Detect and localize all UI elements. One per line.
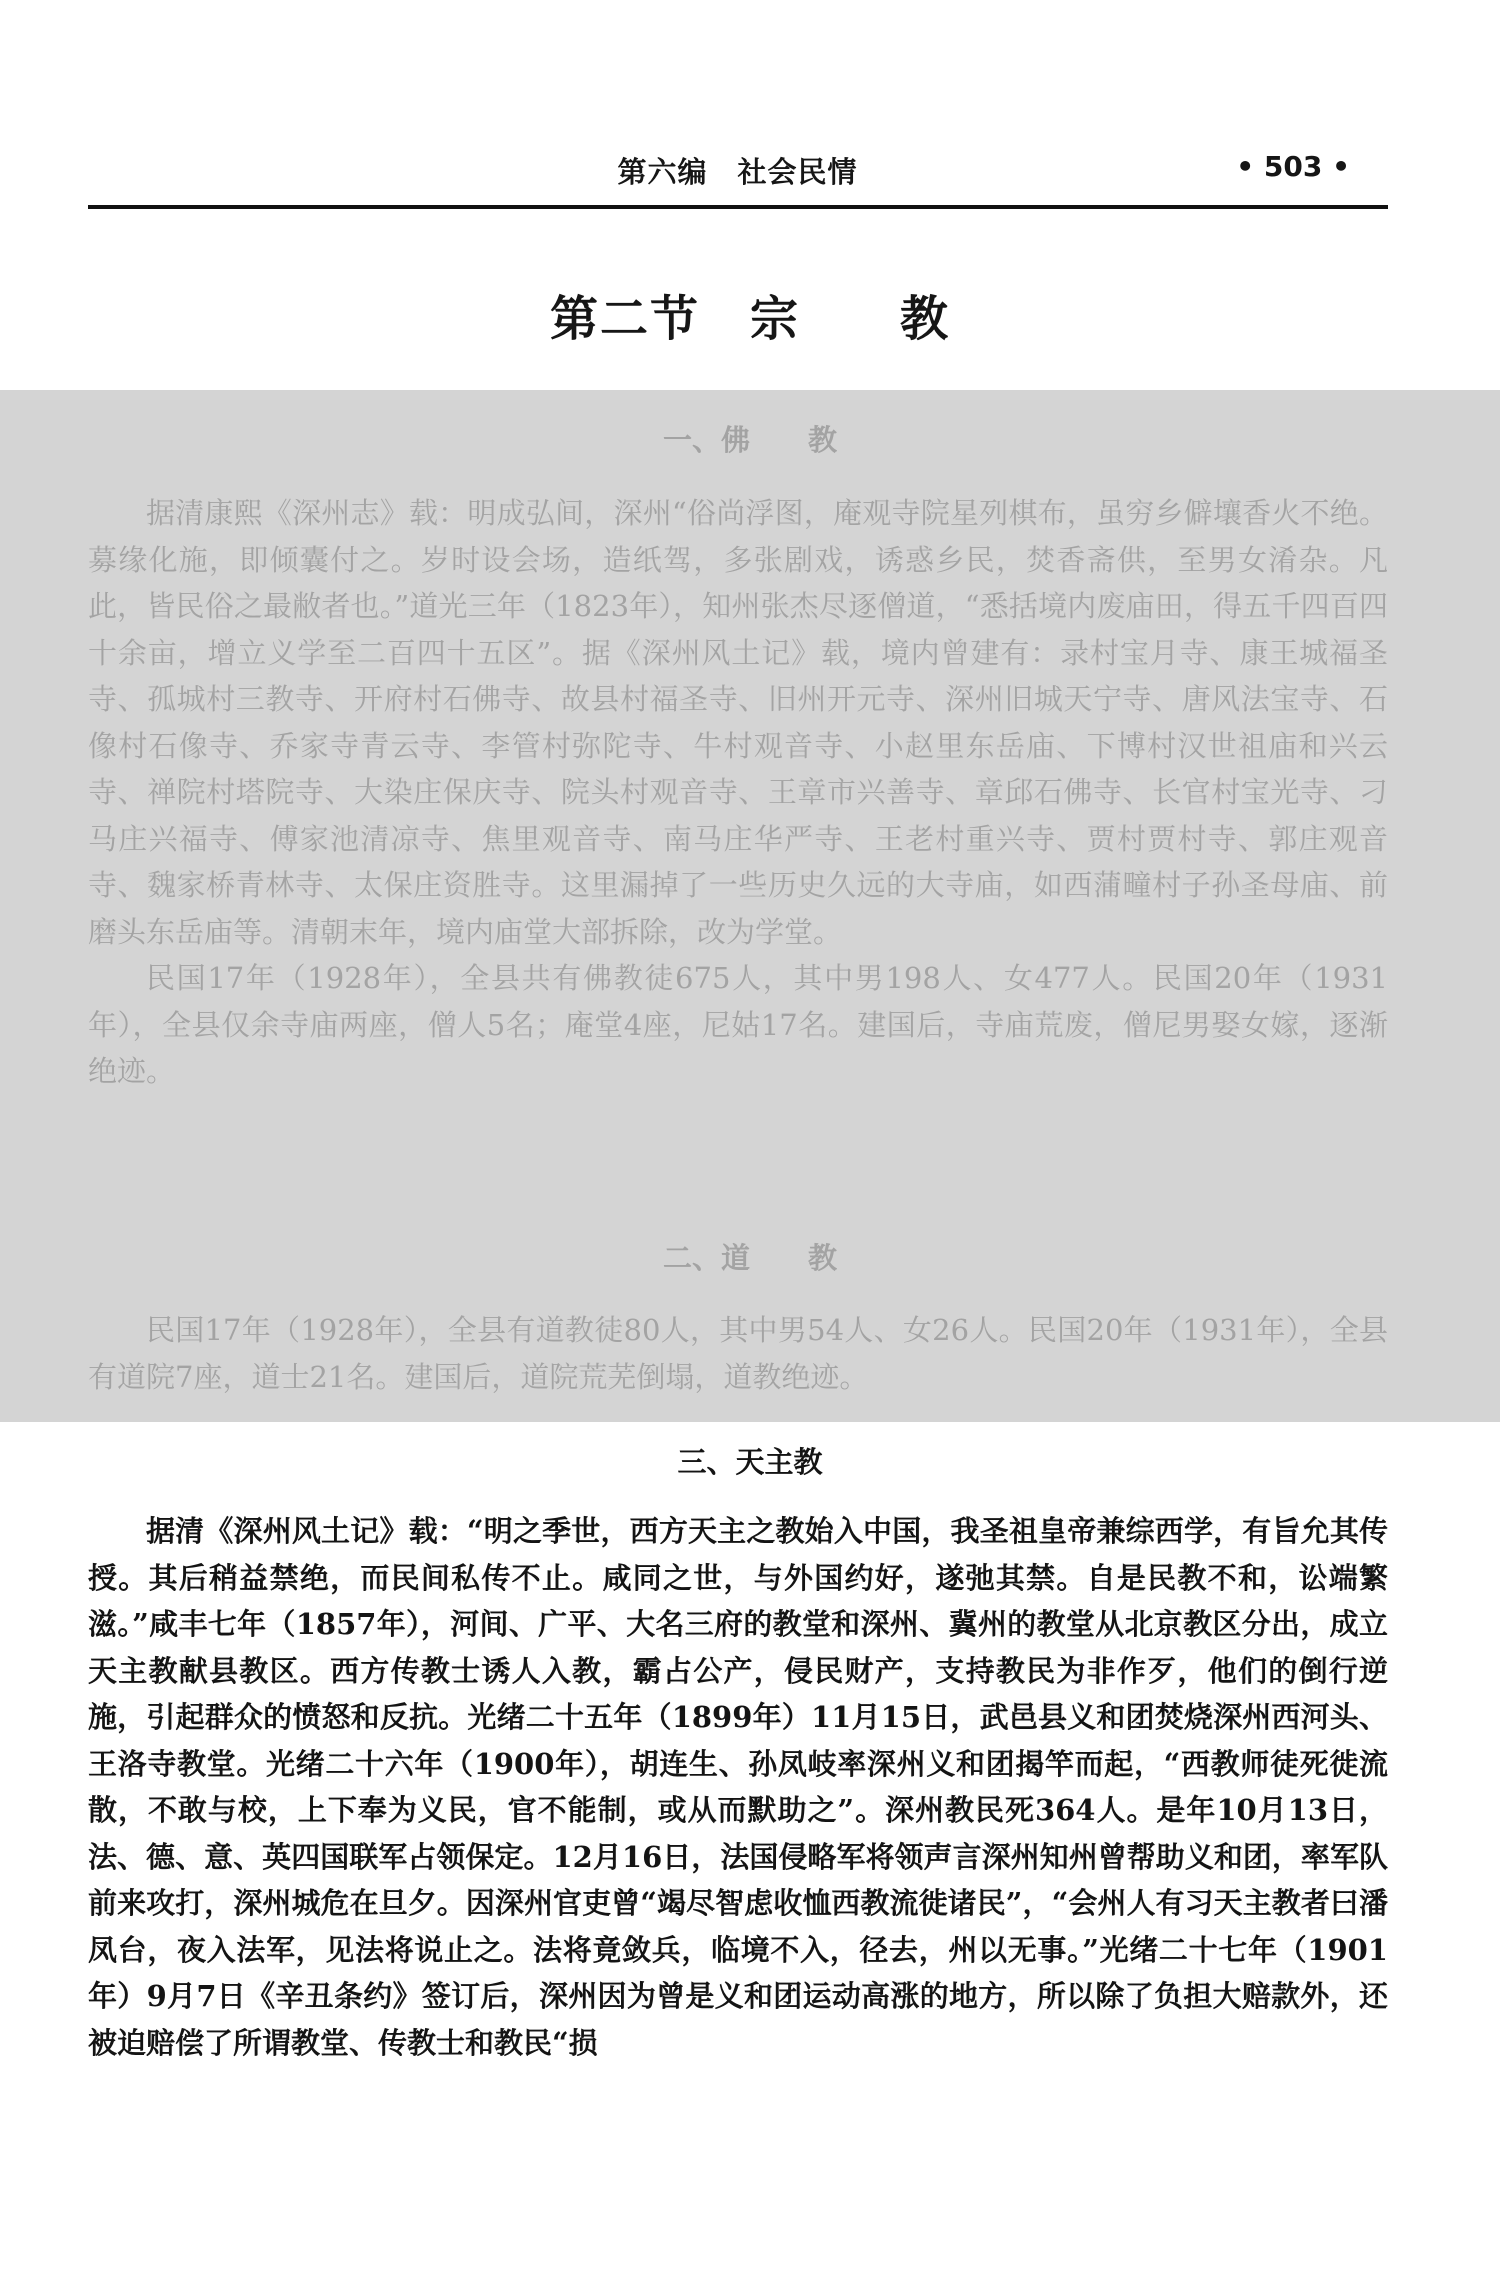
buddhism-paragraph: 民国17年（1928年），全县共有佛教徒675人，其中男198人、女477人。民国20年（1931年），全县仅余寺庙两座，僧人5名；庵堂4座，尼姑17名。建国后，寺庙荒废，僧尼男娶女嫁，逐渐绝迹。	[88, 961, 1388, 1088]
buddhism-paragraph: 据清康熙《深州志》载：明成弘间，深州“俗尚浮图，庵观寺院星列棋布，虽穷乡僻壤香火不绝。募缘化施，即倾囊付之。岁时设会场，造纸驾，多张剧戏，诱惑乡民，焚香斋供，至男女淆杂。凡此，皆民俗之最敝者也。”道光三年（1823年），知州张杰尽逐僧道，“悉括境内废庙田，得五千四百四十余亩，增立义学至二百四十五区”。据《深州风土记》载，境内曾建有：录村宝月寺、康王城福圣寺、孤城村三教寺、开府村石佛寺、故县村福圣寺、旧州开元寺、深州旧城天宁寺、唐风法宝寺、石像村石像寺、乔家寺青云寺、李管村弥陀寺、牛村观音寺、小赵里东岳庙、下博村汉世祖庙和兴云寺、禅院村塔院寺、大染庄保庆寺、院头村观音寺、王章市兴善寺、章邱石佛寺、长官村宝光寺、刁马庄兴福寺、傅家池清凉寺、焦里观音寺、南马庄华严寺、王老村重兴寺、贾村贾村寺、郭庄观音寺、魏家桥青林寺、太保庄资胜寺。这里漏掉了一些历史久远的大寺庙，如西蒲疃村子孙圣母庙、前磨头东岳庙等。清朝末年，境内庙堂大部拆除，改为学堂。	[88, 496, 1388, 949]
buddhism-heading: 一、佛 教	[662, 423, 837, 457]
section-title: 第二节 宗 教	[549, 291, 950, 347]
page-number: • 503 •	[1236, 150, 1350, 183]
catholicism-paragraph: 据清《深州风土记》载：“明之季世，西方天主之教始入中国，我圣祖皇帝兼综西学，有旨允其传授。其后稍益禁绝，而民间私传不止。咸同之世，与外国约好，遂弛其禁。自是民教不和，讼端繁滋。”咸丰七年（1857年），河间、广平、大名三府的教堂和深州、冀州的教堂从北京教区分出，成立天主教献县教区。西方传教士诱人入教，霸占公产，侵民财产，支持教民为非作歹，他们的倒行逆施，引起群众的愤怒和反抗。光绪二十五年（1899年）11月15日，武邑县义和团焚烧深州西河头、王洛寺教堂。光绪二十六年（1900年），胡连生、孙凤岐率深州义和团揭竿而起，“西教师徒死徙流散，不敢与校，上下奉为义民，官不能制，或从而默助之”。深州教民死364人。是年10月13日，法、德、意、英四国联军占领保定。12月16日，法国侵略军将领声言深州知州曾帮助义和团，率军队前来攻打，深州城危在旦夕。因深州官吏曾“竭尽智虑收恤西教流徙诸民”，“会州人有习天主教者曰潘凤台，夜入法军，见法将说止之。法将竟敛兵，临境不入，径去，州以无事。”光绪二十七年（1901年）9月7日《辛丑条约》签订后，深州因为曾是义和团运动高涨的地方，所以除了负担大赔款外，还被迫赔偿了所谓教堂、传教士和教民“损	[88, 1514, 1388, 2060]
buddhism-body	[88, 490, 1388, 1095]
taoism-body	[88, 1307, 1388, 1400]
taoism-paragraph: 民国17年（1928年），全县有道教徒80人，其中男54人、女26人。民国20年（1931年），全县有道院7座，道士21名。建国后，道院荒芜倒塌，道教绝迹。	[88, 1313, 1388, 1394]
taoism-heading: 二、道 教	[662, 1241, 837, 1275]
catholicism-heading: 三、天主教	[677, 1445, 823, 1479]
running-title: 第六编 社会民情	[617, 155, 858, 189]
header-rule	[88, 205, 1388, 209]
catholicism-body	[88, 1508, 1388, 2066]
running-header	[90, 150, 1385, 192]
